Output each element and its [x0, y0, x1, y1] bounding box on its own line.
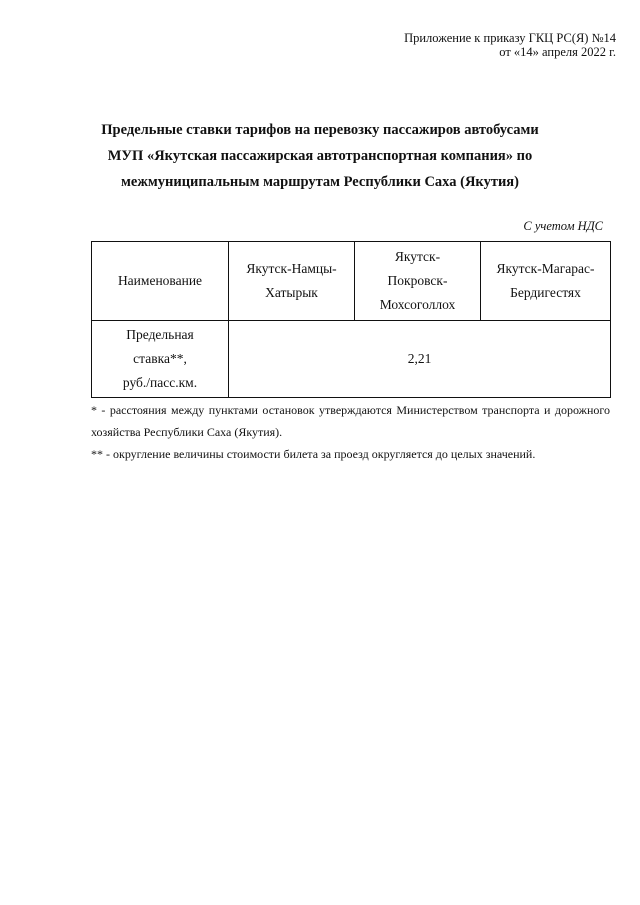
header-route-2-cell: [355, 242, 481, 321]
table-header-row: [92, 242, 611, 321]
rate-value-cell: [229, 321, 611, 398]
tariff-table: [91, 241, 611, 398]
route-1-line-1: Якутск-Намцы-: [246, 261, 337, 276]
route-3-line-2: Бердигестях: [510, 285, 581, 300]
rate-value: 2,21: [407, 351, 432, 366]
route-1-line-2: Хатырык: [265, 285, 318, 300]
header-route-3-cell: [481, 242, 611, 321]
document-title: [60, 117, 580, 195]
route-3-line-1: Якутск-Магарас-: [496, 261, 595, 276]
route-2-line-1: Якутск-: [394, 249, 441, 264]
rate-label-line-1: Предельная: [126, 327, 194, 342]
footnote-1: * - расстояния между пунктами остановок утверждаются Министерством транспорта и дорожного хозяйства Республики Саха (Якутия).: [91, 403, 610, 439]
title-line-2: МУП «Якутская пассажирская автотранспортная компания» по: [107, 148, 533, 164]
header-name-cell: [92, 242, 229, 321]
route-2-line-2: Покровск-: [387, 273, 448, 288]
rate-label-line-3: руб./пасс.км.: [122, 375, 198, 390]
appendix-line-2: от «14» апреля 2022 г.: [499, 45, 616, 59]
footnotes: [91, 399, 610, 465]
title-line-3: межмуниципальным маршрутам Республики Саха (Якутия): [121, 174, 519, 190]
vat-note: С учетом НДС: [523, 219, 603, 233]
rate-label-cell: [92, 321, 229, 398]
appendix-reference: [404, 31, 616, 59]
rate-label-line-2: ставка**,: [133, 351, 187, 366]
header-name-label: Наименование: [117, 273, 203, 288]
appendix-line-1: Приложение к приказу ГКЦ РС(Я) №14: [404, 31, 616, 45]
route-2-line-3: Мохсоголлох: [379, 297, 456, 312]
footnote-2: ** - округление величины стоимости билета за проезд округляется до целых значений.: [91, 447, 536, 461]
table-row: [92, 321, 611, 398]
title-line-1: Предельные ставки тарифов на перевозку пассажиров автобусами: [101, 122, 539, 138]
header-route-1-cell: [229, 242, 355, 321]
